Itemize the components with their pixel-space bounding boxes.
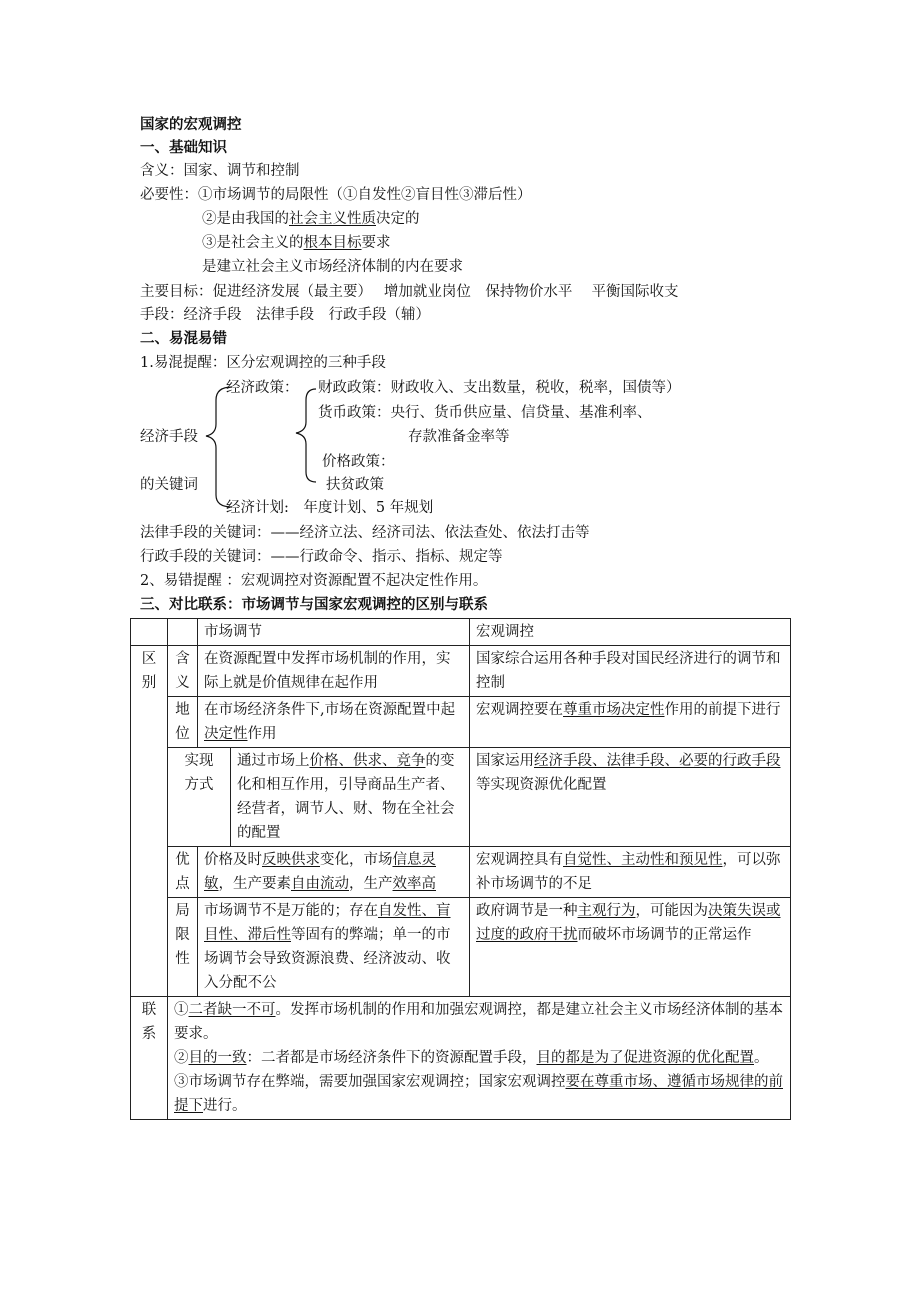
law-means-line: 法律手段的关键词：——经济立法、经济司法、依法查处、依法打击等 <box>140 525 590 541</box>
necessity-line-2: ②是由我国的社会主义性质决定的 <box>202 211 420 227</box>
economic-means-label: 经济手段 <box>140 429 198 445</box>
row-label-meaning: 含 义 <box>168 646 198 697</box>
cell-market-way: 通过市场上价格、供求、竞争的变化和相互作用，引导商品生产者、经营者，调节人、财、物在全社会的配置 <box>230 748 469 846</box>
confusion-tip: 1.易混提醒：区分宏观调控的三种手段 <box>140 355 386 371</box>
table-row <box>131 646 791 697</box>
admin-means-line: 行政手段的关键词：——行政命令、指示、指标、规定等 <box>140 549 503 565</box>
price-policy-line: 价格政策： <box>322 454 395 470</box>
keywords-label: 的关键词 <box>140 477 198 493</box>
doc-title: 国家的宏观调控 <box>140 116 242 133</box>
monetary-policy-line: 货币政策：央行、货币供应量、信贷量、基准利率、 <box>318 405 652 421</box>
cell-link <box>168 997 791 1120</box>
table-row <box>131 697 791 748</box>
link-point-1: ①二者缺一不可。发挥市场机制的作用和加强宏观调控，都是建立社会主义市场经济体制的基本要求。 <box>174 1002 783 1042</box>
cell-macro-way: 国家运用经济手段、法律手段、必要的行政手段等实现资源优化配置 <box>470 748 791 847</box>
fiscal-policy-line: 财政政策：财政收入、支出数量，税收，税率，国债等） <box>318 380 681 396</box>
table-row <box>131 847 791 898</box>
comparison-table <box>130 618 791 1120</box>
link-point-3: ③市场调节存在弊端，需要加强国家宏观调控；国家宏观调控要在尊重市场、遵循市场规律的前提下进行。 <box>174 1074 783 1114</box>
table-row <box>131 898 791 997</box>
economic-policy-label: 经济政策： <box>226 380 299 396</box>
link-label: 联 系 <box>131 997 168 1120</box>
means-line: 手段：经济手段 法律手段 行政手段（辅） <box>140 307 430 323</box>
cell-market-merit: 价格及时反映供求变化，市场信息灵敏，生产要素自由流动，生产效率高 <box>198 847 470 898</box>
cell-market-status: 在市场经济条件下,市场在资源配置中起决定性作用 <box>198 697 470 748</box>
cell-macro-merit: 宏观调控具有自觉性、主动性和预见性，可以弥补市场调节的不足 <box>470 847 791 898</box>
cell-market-limit: 市场调节不是万能的；存在自发性、盲目性、滞后性等固有的弊端；单一的市场调节会导致资源浪费、经济波动、收入分配不公 <box>198 898 470 997</box>
table-row <box>131 997 791 1120</box>
difference-label: 区 别 <box>131 646 168 997</box>
monetary-policy-line-2: 存款准备金率等 <box>408 429 510 445</box>
section-3-heading: 三、对比联系：市场调节与国家宏观调控的区别与联系 <box>140 596 488 613</box>
section-2-heading: 二、易混易错 <box>140 330 227 347</box>
error-tip: 2、易错提醒 ：宏观调控对资源配置不起决定性作用。 <box>140 573 488 589</box>
col-header-macro: 宏观调控 <box>470 619 791 646</box>
table-header-row <box>131 619 791 646</box>
row-label-merit: 优 点 <box>168 847 198 898</box>
economic-plan-line: 经济计划: 年度计划、5 年规划 <box>226 500 434 516</box>
link-point-2: ②目的一致：二者都是市场经济条件下的资源配置手段，目的都是为了促进资源的优化配置。 <box>174 1050 769 1066</box>
cell-macro-meaning: 国家综合运用各种手段对国民经济进行的调节和控制 <box>470 646 791 697</box>
row-label-limit: 局 限 性 <box>168 898 198 997</box>
necessity-line-1: 必要性：①市场调节的局限性（①自发性②盲目性③滞后性） <box>140 187 532 203</box>
cell-macro-limit: 政府调节是一种主观行为，可能因为决策失误或过度的政府干扰而破坏市场调节的正常运作 <box>470 898 791 997</box>
row-label-way: 实现 方式 <box>184 753 214 793</box>
bracket-diagram <box>0 0 920 560</box>
cell-market-meaning: 在资源配置中发挥市场机制的作用，实际上就是价值规律在起作用 <box>198 646 470 697</box>
way-cell-wrap <box>168 748 470 847</box>
section-1-heading: 一、基础知识 <box>140 139 227 156</box>
table-row <box>131 748 791 847</box>
poverty-policy-line: 扶贫政策 <box>326 477 384 493</box>
row-label-status: 地 位 <box>168 697 198 748</box>
meaning-line: 含义：国家、调节和控制 <box>140 163 300 179</box>
necessity-line-4: 是建立社会主义市场经济体制的内在要求 <box>202 259 463 275</box>
cell-macro-status: 宏观调控要在尊重市场决定性作用的前提下进行 <box>470 697 791 748</box>
goals-line: 主要目标：促进经济发展（最主要） 增加就业岗位 保持物价水平 平衡国际收支 <box>140 284 679 300</box>
col-header-market: 市场调节 <box>198 619 470 646</box>
necessity-line-3: ③是社会主义的根本目标要求 <box>202 235 391 251</box>
